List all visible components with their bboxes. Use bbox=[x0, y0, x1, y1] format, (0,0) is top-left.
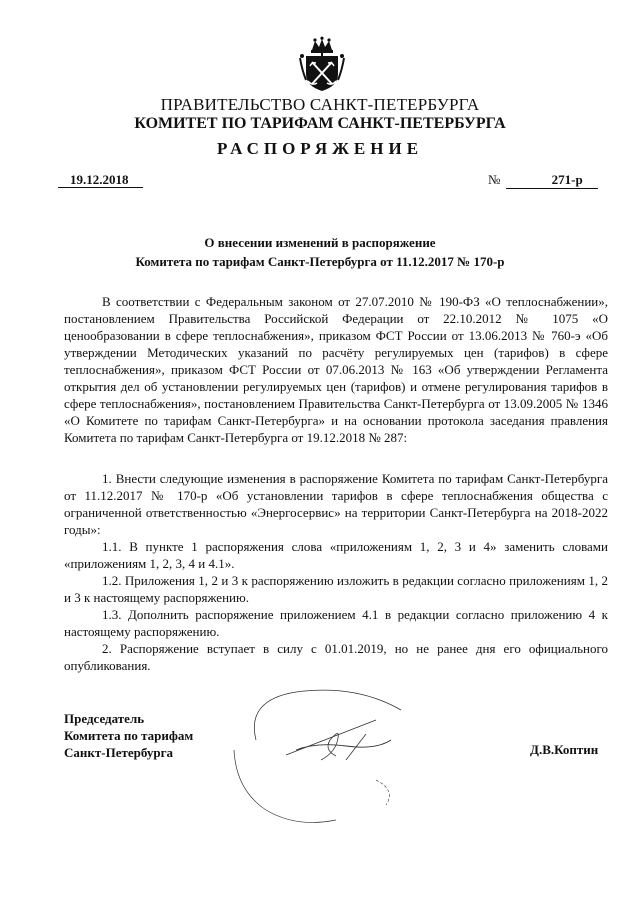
item-1: 1. Внести следующие изменения в распоряжение Комитета по тарифам Санкт-Петербурга от 11.12.2017 № 170-р «Об установлении тарифов в сфере теплоснабжения общества с ограниченной ответственностью «Энергосервис» на территории Санкт-Петербурга на 2018-2022 годы»: bbox=[64, 471, 608, 537]
document-number bbox=[488, 172, 598, 189]
subject-line-2: Комитета по тарифам Санкт-Петербурга от 11.12.2017 № 170-р bbox=[135, 254, 505, 269]
committee-title: КОМИТЕТ ПО ТАРИФАМ САНКТ-ПЕТЕРБУРГА bbox=[134, 115, 506, 132]
item-2: 2. Распоряжение вступает в силу с 01.01.2019, но не ранее дня его официального опубликования. bbox=[64, 641, 608, 673]
number-value: 271-р bbox=[506, 172, 598, 189]
number-label: № bbox=[488, 172, 501, 187]
date-value: 19.12.2018 bbox=[58, 172, 143, 188]
signatory-position bbox=[64, 710, 193, 761]
item-1-1: 1.1. В пункте 1 распоряжения слова «приложениям 1, 2, 3 и 4» заменить словами «приложениям 1, 2, 3, 4 и 4.1». bbox=[64, 539, 608, 571]
item-1-2: 1.2. Приложения 1, 2 и 3 к распоряжению изложить в редакции согласно приложениям 1, 2 и 3 к настоящему распоряжению. bbox=[64, 573, 608, 605]
government-title: ПРАВИТЕЛЬСТВО САНКТ-ПЕТЕРБУРГА bbox=[160, 95, 480, 114]
preamble-paragraph: В соответствии с Федеральным законом от 27.07.2010 № 190-ФЗ «О теплоснабжении», постановлением Правительства Российской Федерации от 22.10.2012 № 1075 «О ценообразовании в сфере теплоснабжения», приказом ФСТ России от 13.06.2013 № 760-э «Об утверждении Методических указаний по расчёту регулируемых цен (тарифов) в сфере теплоснабжения», приказом ФСТ России от 07.06.2013 № 163 «Об утверждении Регламента открытия дел об установлении регулируемых цен (тарифов) и отмене регулирования тарифов в сфере теплоснабжения», постановлением Правительства Санкт-Петербурга от 13.09.2005 № 1346 «О Комитете по тарифам Санкт-Петербурга» и на основании протокола заседания правления Комитета по тарифам Санкт-Петербурга от 19.12.2018 № 287: bbox=[64, 294, 608, 445]
document-type-title: РАСПОРЯЖЕНИЕ bbox=[216, 139, 424, 158]
order-items bbox=[64, 470, 608, 674]
position-line-3: Санкт-Петербурга bbox=[64, 745, 173, 760]
item-1-3: 1.3. Дополнить распоряжение приложением 4.1 в редакции согласно приложению 4 к настоящему распоряжению. bbox=[64, 607, 608, 639]
position-line-1: Председатель bbox=[64, 711, 145, 726]
document-subject bbox=[0, 233, 640, 271]
document-date bbox=[58, 172, 143, 188]
subject-line-1: О внесении изменений в распоряжение bbox=[204, 235, 436, 250]
signer-name: Д.В.Коптин bbox=[530, 742, 599, 757]
saint-petersburg-coat-of-arms-icon bbox=[298, 36, 346, 94]
position-line-2: Комитета по тарифам bbox=[64, 728, 194, 743]
handwritten-signature-icon bbox=[226, 680, 426, 830]
